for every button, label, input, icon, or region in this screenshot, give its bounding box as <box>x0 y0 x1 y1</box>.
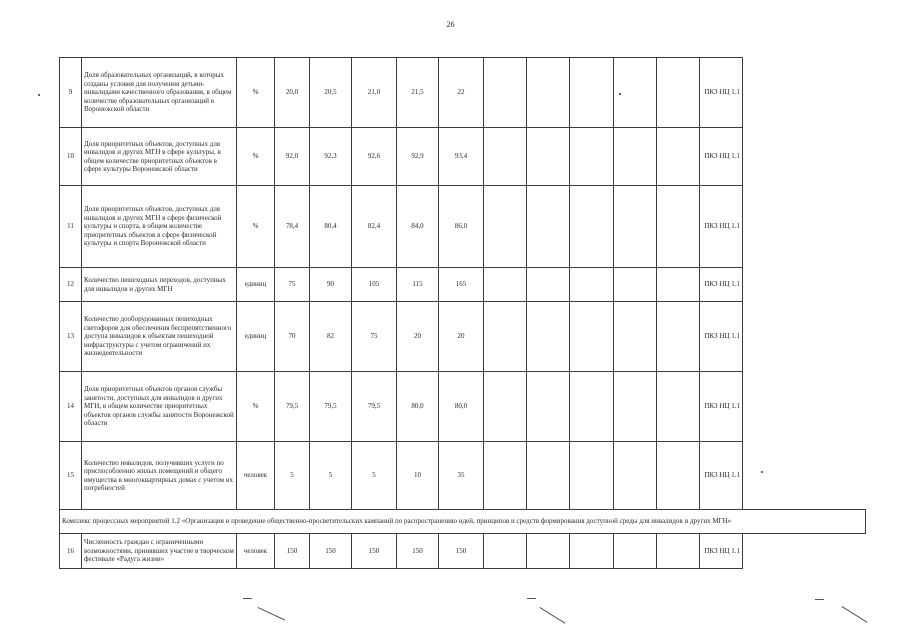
row-number: 13 <box>60 302 82 372</box>
empty-cell <box>657 58 700 128</box>
empty-cell <box>527 442 570 510</box>
empty-cell <box>657 128 700 186</box>
empty-cell <box>484 534 527 569</box>
table-row <box>60 302 866 372</box>
empty-cell <box>657 372 700 442</box>
value-cell: 165 <box>439 268 484 302</box>
value-cell: 82 <box>310 302 352 372</box>
row-number: 11 <box>60 186 82 268</box>
scan-mark <box>539 607 565 624</box>
value-cell: 75 <box>275 268 310 302</box>
empty-cell <box>527 186 570 268</box>
table-row <box>60 268 866 302</box>
empty-cell <box>614 372 657 442</box>
empty-cell <box>570 58 614 128</box>
scan-dot <box>38 94 40 96</box>
value-cell: 10 <box>397 442 439 510</box>
empty-cell <box>614 186 657 268</box>
table-body-complex <box>60 510 866 534</box>
unit-cell: % <box>237 372 275 442</box>
value-cell: 20,5 <box>310 58 352 128</box>
value-cell: 82,4 <box>352 186 397 268</box>
value-cell: 80,0 <box>397 372 439 442</box>
table-row <box>60 442 866 510</box>
source-cell: ПКЗ НЦ 1.1 <box>700 442 743 510</box>
row-number: 10 <box>60 128 82 186</box>
source-cell: ПКЗ НЦ 1.1 <box>700 58 743 128</box>
unit-cell: человек <box>237 442 275 510</box>
value-cell: 70 <box>275 302 310 372</box>
source-cell: ПКЗ НЦ 1.1 <box>700 268 743 302</box>
table-body-upper <box>60 58 866 510</box>
value-cell: 84,0 <box>397 186 439 268</box>
empty-cell <box>527 128 570 186</box>
value-cell: 5 <box>352 442 397 510</box>
table-row <box>60 58 866 128</box>
page-number: 26 <box>446 20 455 29</box>
empty-cell <box>527 268 570 302</box>
row-number: 16 <box>60 534 82 569</box>
empty-cell <box>527 534 570 569</box>
empty-cell <box>614 302 657 372</box>
source-cell: ПКЗ НЦ 1.1 <box>700 128 743 186</box>
empty-cell <box>484 442 527 510</box>
scan-mark <box>841 606 867 623</box>
indicator-name: Доля приоритетных объектов, доступных для инвалидов и других МГН в сфере культуры, в общем количестве приоритетных объектов в сфере культуры Воронежской области <box>82 128 237 186</box>
value-cell: 20 <box>397 302 439 372</box>
indicator-name: Количество пешеходных переходов, доступных для инвалидов и других МГН <box>82 268 237 302</box>
unit-cell: единиц <box>237 268 275 302</box>
empty-cell <box>657 442 700 510</box>
value-cell: 92,0 <box>275 128 310 186</box>
value-cell: 75 <box>352 302 397 372</box>
scan-mark <box>527 598 536 599</box>
empty-cell <box>570 186 614 268</box>
indicator-name: Доля приоритетных объектов органов службы занятости, доступных для инвалидов и других МГН, в общем количестве приоритетных объектов органов службы занятости Воронежской области <box>82 372 237 442</box>
value-cell: 150 <box>310 534 352 569</box>
value-cell: 78,4 <box>275 186 310 268</box>
value-cell: 22 <box>439 58 484 128</box>
source-cell: ПКЗ НЦ 1.1 <box>700 372 743 442</box>
unit-cell: единиц <box>237 302 275 372</box>
value-cell: 150 <box>397 534 439 569</box>
value-cell: 115 <box>397 268 439 302</box>
empty-cell <box>570 268 614 302</box>
scan-dot <box>761 471 763 473</box>
value-cell: 150 <box>439 534 484 569</box>
unit-cell: человек <box>237 534 275 569</box>
indicator-name: Доля приоритетных объектов, доступных для инвалидов и других МГН в сфере физической культуры и спорта, в общем количестве приоритетных объектов в сфере физической культуры и спорта Воронежской области <box>82 186 237 268</box>
empty-cell <box>527 372 570 442</box>
value-cell: 150 <box>275 534 310 569</box>
empty-cell <box>484 58 527 128</box>
row-number: 14 <box>60 372 82 442</box>
value-cell: 20 <box>439 302 484 372</box>
empty-cell <box>614 128 657 186</box>
empty-cell <box>657 302 700 372</box>
value-cell: 93,4 <box>439 128 484 186</box>
empty-cell <box>570 128 614 186</box>
scan-mark <box>258 607 286 621</box>
value-cell: 80,4 <box>310 186 352 268</box>
value-cell: 92,9 <box>397 128 439 186</box>
complex-title: Комплекс процессных мероприятий 1.2 «Организация и проведение общественно-просветительских кампаний по распространению идей, принципов и средств формирования доступной среды для инвалидов и других МГН» <box>60 510 866 534</box>
scan-dot <box>619 93 621 95</box>
value-cell: 5 <box>310 442 352 510</box>
empty-cell <box>570 442 614 510</box>
value-cell: 79,5 <box>310 372 352 442</box>
indicator-name: Численность граждан с ограниченными возможностями, принявших участие в творческом фестивале «Радуга жизни» <box>82 534 237 569</box>
table-row <box>60 186 866 268</box>
unit-cell: % <box>237 58 275 128</box>
empty-cell <box>657 268 700 302</box>
source-cell: ПКЗ НЦ 1.1 <box>700 534 743 569</box>
unit-cell: % <box>237 186 275 268</box>
empty-cell <box>614 268 657 302</box>
value-cell: 21,5 <box>397 58 439 128</box>
table-row <box>60 128 866 186</box>
indicator-name: Количество дооборудованных пешеходных светофоров для обеспечения беспрепятственного доступа инвалидов к объектам пешеходной инфраструктуры с учетом ограничений их жизнедеятельности <box>82 302 237 372</box>
scan-mark <box>243 598 252 599</box>
empty-cell <box>527 302 570 372</box>
row-number: 15 <box>60 442 82 510</box>
complex-row <box>60 510 866 534</box>
empty-cell <box>614 534 657 569</box>
empty-cell <box>657 186 700 268</box>
value-cell: 20,0 <box>275 58 310 128</box>
value-cell: 21,0 <box>352 58 397 128</box>
source-cell: ПКЗ НЦ 1.1 <box>700 302 743 372</box>
indicator-name: Доля образовательных организаций, в которых созданы условия для получения детьми-инвалидами качественного образования, в общем количестве образовательных организаций в Воронежской области <box>82 58 237 128</box>
scan-mark <box>815 599 824 600</box>
empty-cell <box>484 128 527 186</box>
empty-cell <box>527 58 570 128</box>
value-cell: 105 <box>352 268 397 302</box>
empty-cell <box>657 534 700 569</box>
value-cell: 80,0 <box>439 372 484 442</box>
empty-cell <box>614 442 657 510</box>
indicators-table <box>59 57 866 569</box>
table-row <box>60 534 866 569</box>
empty-cell <box>484 302 527 372</box>
value-cell: 90 <box>310 268 352 302</box>
value-cell: 92,6 <box>352 128 397 186</box>
empty-cell <box>570 302 614 372</box>
empty-cell <box>570 372 614 442</box>
value-cell: 92,3 <box>310 128 352 186</box>
empty-cell <box>484 186 527 268</box>
row-number: 9 <box>60 58 82 128</box>
value-cell: 79,5 <box>275 372 310 442</box>
indicator-name: Количество инвалидов, получивших услуги по приспособлению жилых помещений и общего имущества в многоквартирных домах с учетом их потребностей <box>82 442 237 510</box>
value-cell: 86,0 <box>439 186 484 268</box>
value-cell: 35 <box>439 442 484 510</box>
empty-cell <box>484 268 527 302</box>
unit-cell: % <box>237 128 275 186</box>
table-body-lower <box>60 534 866 569</box>
empty-cell <box>570 534 614 569</box>
empty-cell <box>484 372 527 442</box>
value-cell: 5 <box>275 442 310 510</box>
value-cell: 79,5 <box>352 372 397 442</box>
table-row <box>60 372 866 442</box>
source-cell: ПКЗ НЦ 1.1 <box>700 186 743 268</box>
value-cell: 150 <box>352 534 397 569</box>
row-number: 12 <box>60 268 82 302</box>
